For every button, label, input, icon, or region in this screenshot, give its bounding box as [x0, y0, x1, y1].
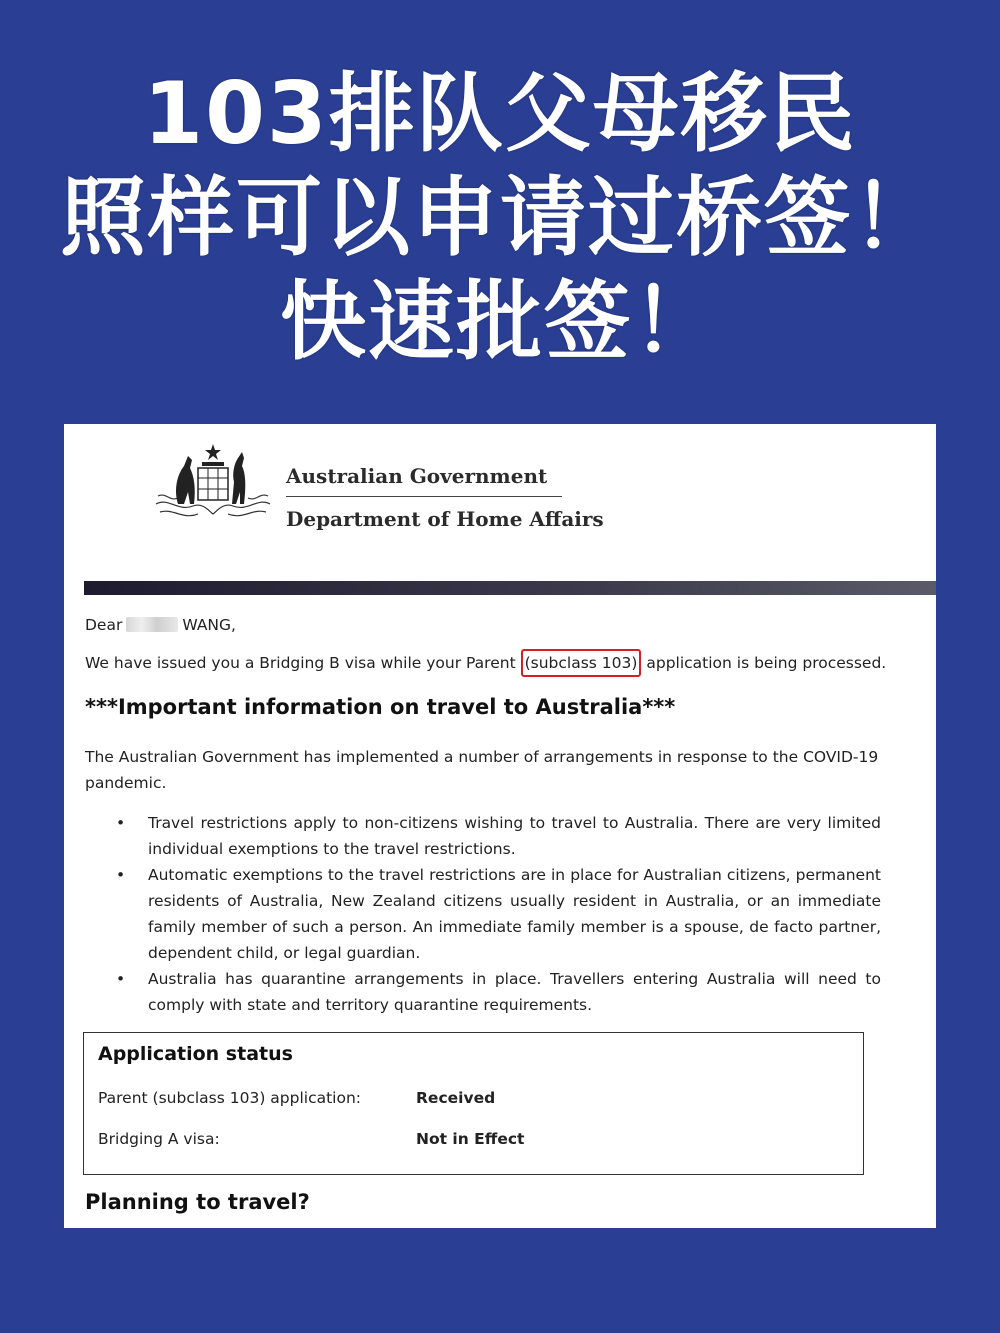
application-status-title: Application status — [98, 1043, 293, 1065]
list-item — [84, 862, 881, 966]
header-bar — [84, 581, 936, 595]
bullet-icon: • — [116, 814, 126, 832]
application-status-box — [83, 1032, 864, 1175]
bullet-text: Automatic exemptions to the travel restrictions are in place for Australian citizens, permanent residents of Australia, New Zealand citizens usually resident in Australia, or an immediate family member of such a person. An immediate family member is a spouse, de facto partner, dependent child, or legal guardian. — [148, 866, 881, 962]
salutation — [85, 616, 236, 634]
letterhead-divider — [286, 496, 562, 497]
list-item — [84, 966, 881, 1018]
headline-line-1: 103排队父母移民 — [143, 64, 857, 164]
headline-line-2: 照样可以申请过桥签！ — [60, 168, 940, 268]
headline — [0, 62, 1000, 374]
bullet-icon: • — [116, 970, 126, 988]
letterhead — [286, 464, 604, 531]
letter-document — [64, 424, 936, 1228]
headline-line-3: 快速批签！ — [280, 272, 720, 372]
status-row-label: Bridging A visa: — [98, 1130, 220, 1148]
list-item — [84, 810, 881, 862]
salutation-prefix: Dear — [85, 616, 123, 634]
status-row-value: Not in Effect — [416, 1130, 525, 1148]
bullet-text: Australia has quarantine arrangements in place. Travellers entering Australia will need to comply with state and territory quarantine requirements. — [148, 970, 881, 1014]
redacted-name — [126, 617, 178, 632]
issued-text-before: We have issued you a Bridging B visa while your Parent — [85, 654, 516, 672]
issued-text-after: application is being processed. — [646, 654, 887, 672]
issued-sentence — [85, 654, 886, 672]
letterhead-department: Department of Home Affairs — [286, 507, 604, 531]
coat-of-arms-icon — [148, 442, 278, 532]
letterhead-government: Australian Government — [286, 464, 548, 488]
bullet-icon: • — [116, 866, 126, 884]
important-heading: ***Important information on travel to Australia*** — [85, 695, 676, 719]
travel-bullet-list — [84, 810, 881, 1018]
subclass-highlight: (subclass 103) — [521, 649, 642, 677]
status-row-value: Received — [416, 1089, 496, 1107]
bullet-text: Travel restrictions apply to non-citizens wishing to travel to Australia. There are very limited individual exemptions to the travel restrictions. — [148, 814, 881, 858]
planning-heading: Planning to travel? — [85, 1190, 310, 1214]
salutation-surname: WANG, — [182, 616, 236, 634]
intro-paragraph: The Australian Government has implemented a number of arrangements in response to the COVID-19 pandemic. — [85, 748, 879, 792]
status-row-label: Parent (subclass 103) application: — [98, 1089, 362, 1107]
